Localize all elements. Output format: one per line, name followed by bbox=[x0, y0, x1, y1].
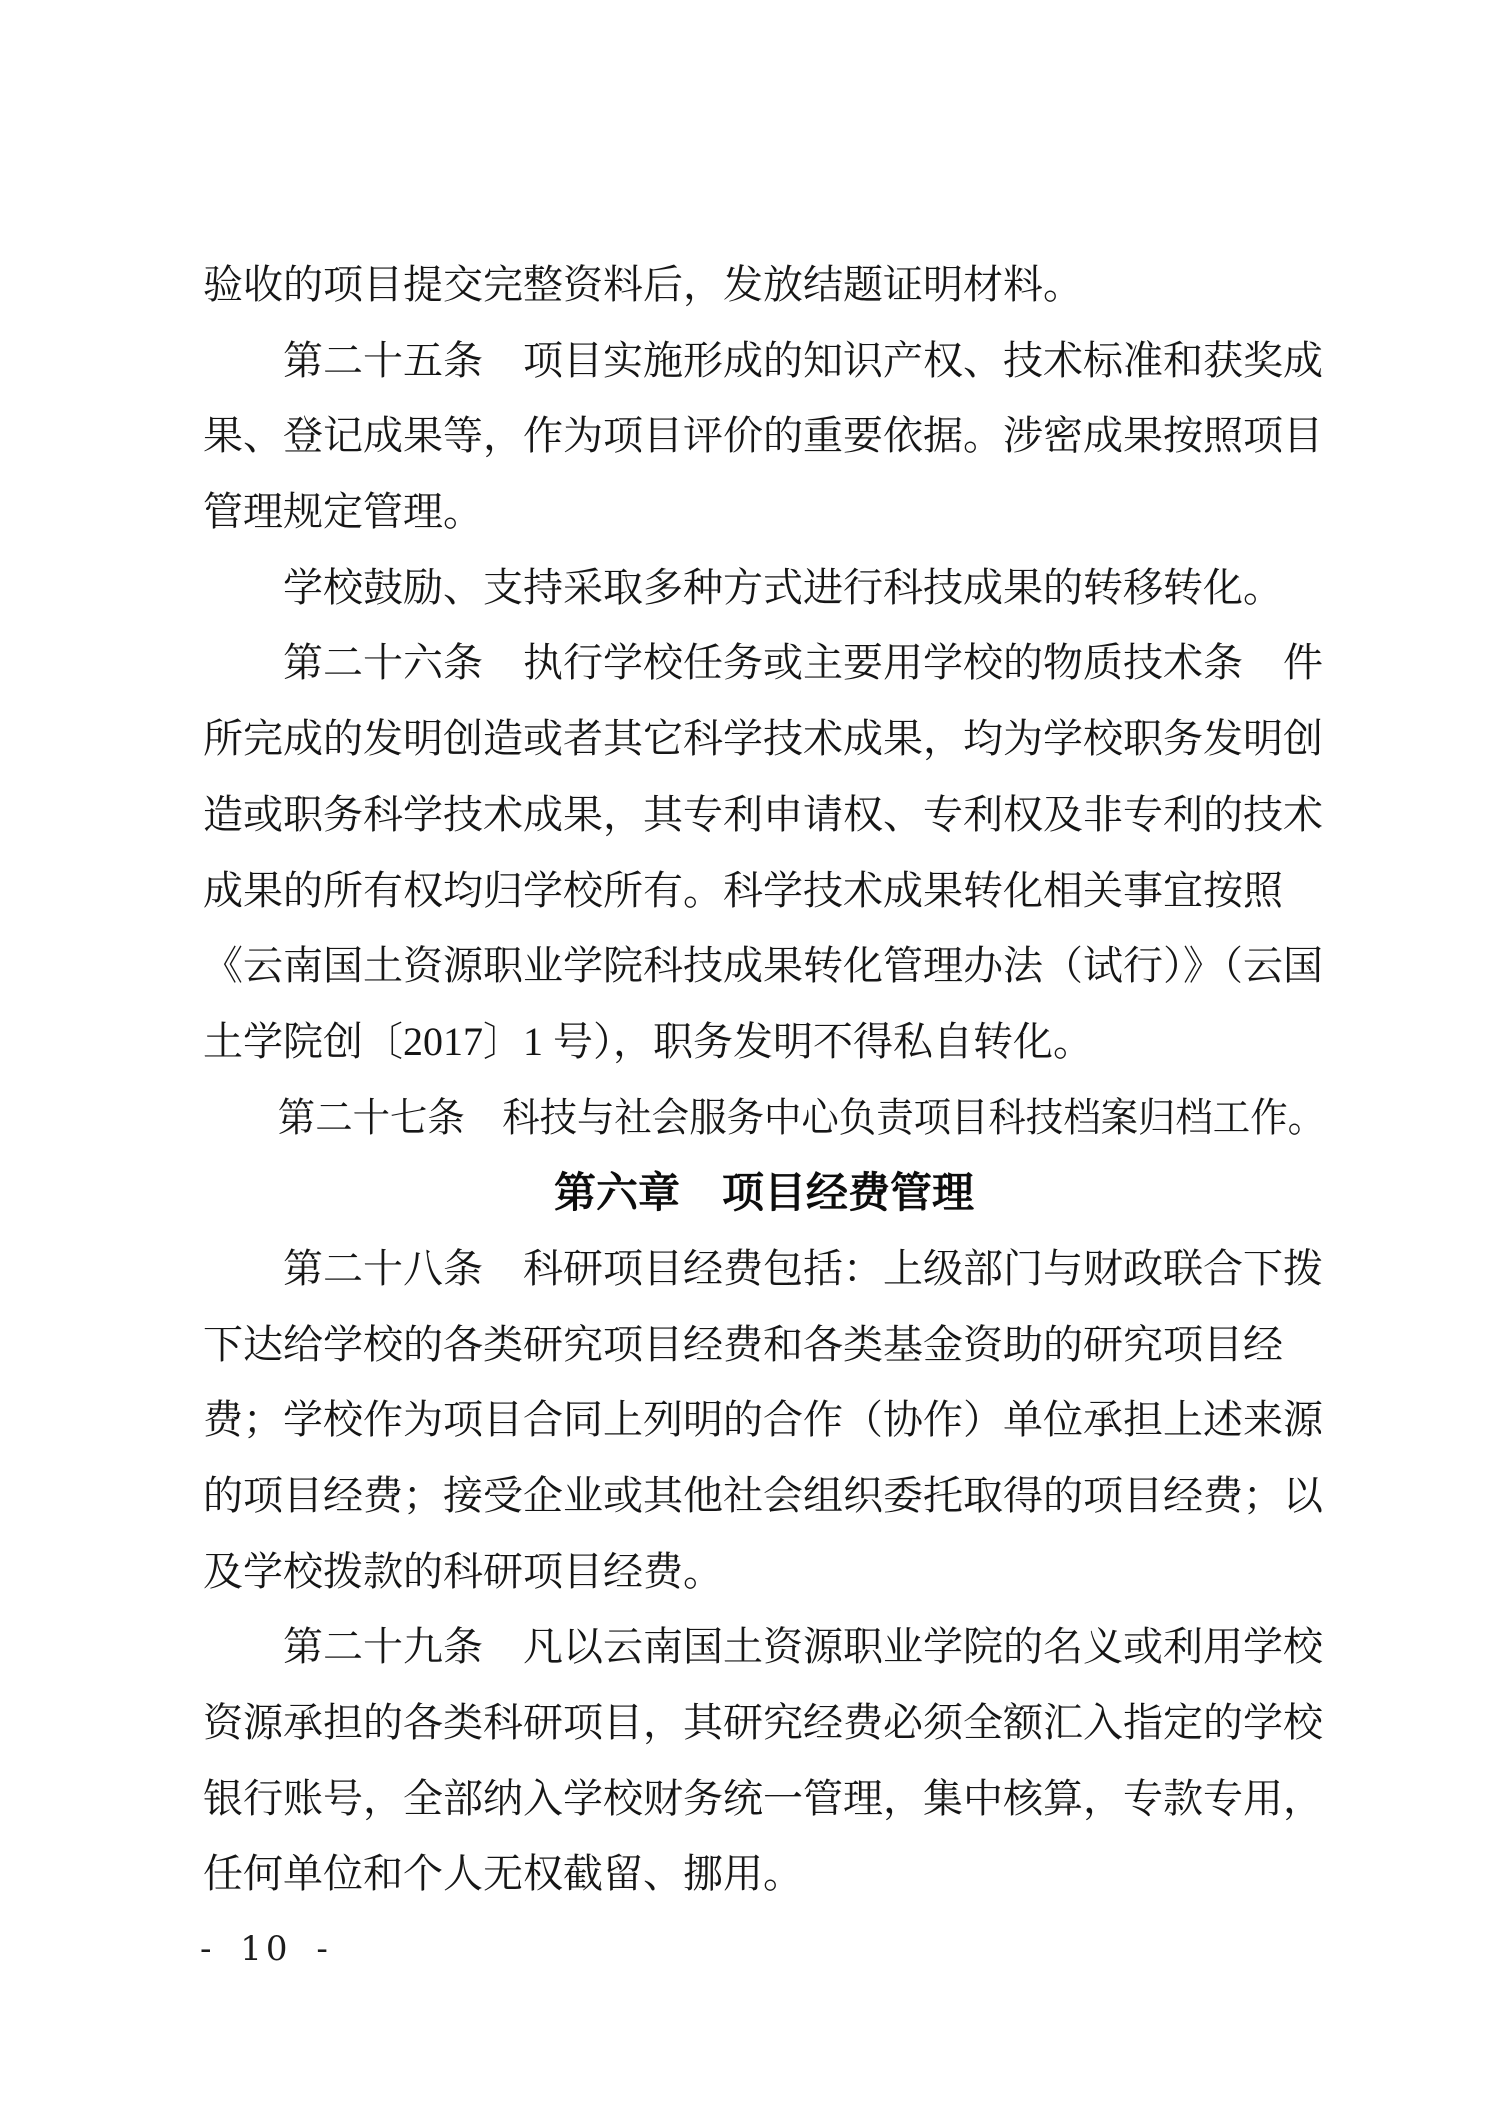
text-line: 第二十六条 执行学校任务或主要用学校的物质技术条 件 bbox=[283, 640, 1323, 686]
text-line: 及学校拨款的科研项目经费。 bbox=[203, 1548, 723, 1594]
text-line: 验收的项目提交完整资料后，发放结题证明材料。 bbox=[203, 262, 1083, 307]
text-line: 第二十八条 科研项目经费包括：上级部门与财政联合下拨 bbox=[283, 1245, 1323, 1291]
text-line: 土学院创〔2017〕1 号），职务发明不得私自转化。 bbox=[203, 1018, 1093, 1064]
text-line: 任何单位和个人无权截留、挪用。 bbox=[203, 1851, 803, 1897]
text-line: 造或职务科学技术成果，其专利申请权、专利权及非专利的技术 bbox=[203, 791, 1323, 837]
text-line: 第二十九条 凡以云南国土资源职业学院的名义或利用学校 bbox=[283, 1624, 1323, 1670]
text-line: 管理规定管理。 bbox=[203, 489, 483, 535]
text-line: 资源承担的各类科研项目，其研究经费必须全额汇入指定的学校 bbox=[203, 1700, 1323, 1746]
text-line: 学校鼓励、支持采取多种方式进行科技成果的转移转化。 bbox=[283, 564, 1283, 610]
text-line: 《云南国土资源职业学院科技成果转化管理办法（试行）》（云国 bbox=[203, 943, 1323, 989]
text-line: 第二十五条 项目实施形成的知识产权、技术标准和获奖成 bbox=[283, 337, 1323, 383]
document-body bbox=[203, 247, 1325, 1912]
chapter-heading: 第六章 项目经费管理 bbox=[553, 1168, 974, 1218]
text-line: 果、登记成果等，作为项目评价的重要依据。涉密成果按照项目 bbox=[203, 413, 1323, 459]
text-line: 费；学校作为项目合同上列明的合作（协作）单位承担上述来源 bbox=[203, 1397, 1323, 1443]
text-line: 第二十七条 科技与社会服务中心负责项目科技档案归档工作。 bbox=[277, 1094, 1325, 1140]
text-line: 成果的所有权均归学校所有。科学技术成果转化相关事宜按照 bbox=[203, 867, 1283, 913]
text-line: 所完成的发明创造或者其它科学技术成果，均为学校职务发明创 bbox=[203, 716, 1323, 762]
text-line: 的项目经费；接受企业或其他社会组织委托取得的项目经费；以 bbox=[203, 1473, 1323, 1518]
text-line: 银行账号，全部纳入学校财务统一管理，集中核算，专款专用， bbox=[203, 1775, 1323, 1821]
page-number: - 10 - bbox=[200, 1929, 332, 1969]
text-line: 下达给学校的各类研究项目经费和各类基金资助的研究项目经 bbox=[203, 1321, 1283, 1367]
